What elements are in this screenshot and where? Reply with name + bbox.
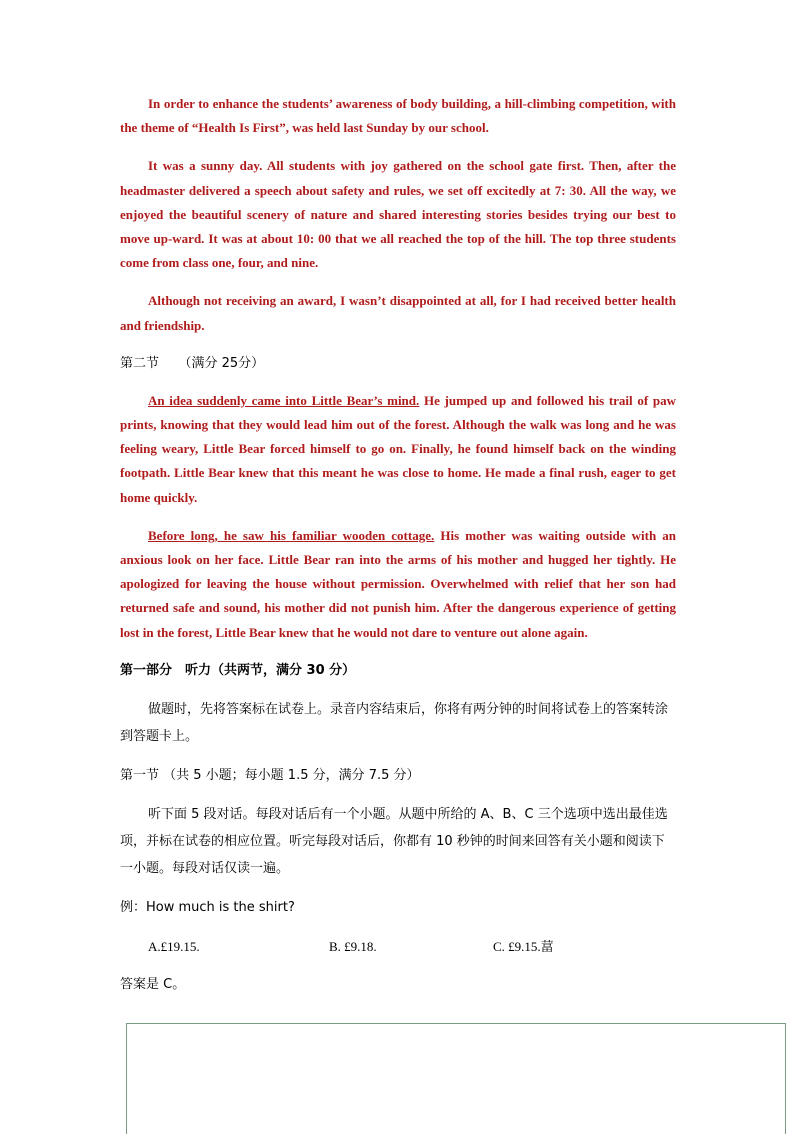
example-question: 例：How much is the shirt? xyxy=(120,899,295,915)
part1-instruction: 做题时，先将答案标在试卷上。录音内容结束后，你将有两分钟的时间将试卷上的答案转涂到答题卡上。 xyxy=(120,701,669,744)
example-option-a: A.£19.15. xyxy=(148,938,200,954)
story-paragraph-2 xyxy=(120,524,676,645)
story-paragraph-1-lead: An idea suddenly came into Little Bear’s mind. xyxy=(148,392,420,408)
essay-paragraph-3: Although not receiving an award, I wasn’t disappointed at all, for I had received better health and friendship. xyxy=(120,293,676,333)
story-paragraph-2-lead: Before long, he saw his familiar wooden cottage. xyxy=(148,527,435,543)
part1-heading: 第一部分 听力（共两节，满分 30 分） xyxy=(120,662,356,678)
example-answer: 答案是 C。 xyxy=(120,976,186,992)
story-paragraph-2-body: His mother was waiting outside with an anxious look on her face. Little Bear ran into the arms of his mother and hugged her tightly. He apologized for leaving the house without permission. Overwhelmed with relief that her son had returned safe and sound, his mother did not punish him. After the dangerous experience of getting lost in the forest, Little Bear knew that he would not dare to venture out alone again. xyxy=(120,527,676,640)
example-option-b: B. £9.18. xyxy=(329,938,377,954)
story-paragraph-1 xyxy=(120,389,676,510)
example-option-c: C. £9.15.葍 xyxy=(493,938,554,954)
essay-paragraph-2: It was a sunny day. All students with joy gathered on the school gate first. Then, after the headmaster delivered a speech about safety and rules, we set off excitedly at 7: 30. All the way, we enjoyed the beautiful scenery of nature and shared interesting stories besides trying our best to move up-ward. It was at about 10: 00 that we all reached the top of the hill. The top three students come from class one, four, and nine. xyxy=(120,158,676,271)
page-content xyxy=(120,92,676,998)
section1-instruction: 听下面 5 段对话。每段对话后有一个小题。从题中所给的 A、B、C 三个选项中选出最佳选项，并标在试卷的相应位置。听完每段对话后，你都有 10 秒钟的时间来回答有关小题和阅读下一小题。每段对话仅读一遍。 xyxy=(120,806,668,876)
section1-heading: 第一节 （共 5 小题；每小题 1.5 分，满分 7.5 分） xyxy=(120,767,420,783)
example-options xyxy=(120,935,676,959)
essay-paragraph-1: In order to enhance the students’ awareness of body building, a hill-climbing competition, with the theme of “Health Is First”, was held last Sunday by our school. xyxy=(120,96,676,136)
section2-heading: 第二节 （满分 25分） xyxy=(120,355,265,371)
story-paragraph-1-body: He jumped up and followed his trail of paw prints, knowing that they would lead him out of the forest. Although the walk was long and he was feeling weary, Little Bear forced himself to go on. Finally, he found himself back on the winding footpath. Little Bear knew that this meant he was close to home. He made a final rush, eager to get home quickly. xyxy=(120,392,676,505)
answer-box-frame xyxy=(126,1023,786,1134)
